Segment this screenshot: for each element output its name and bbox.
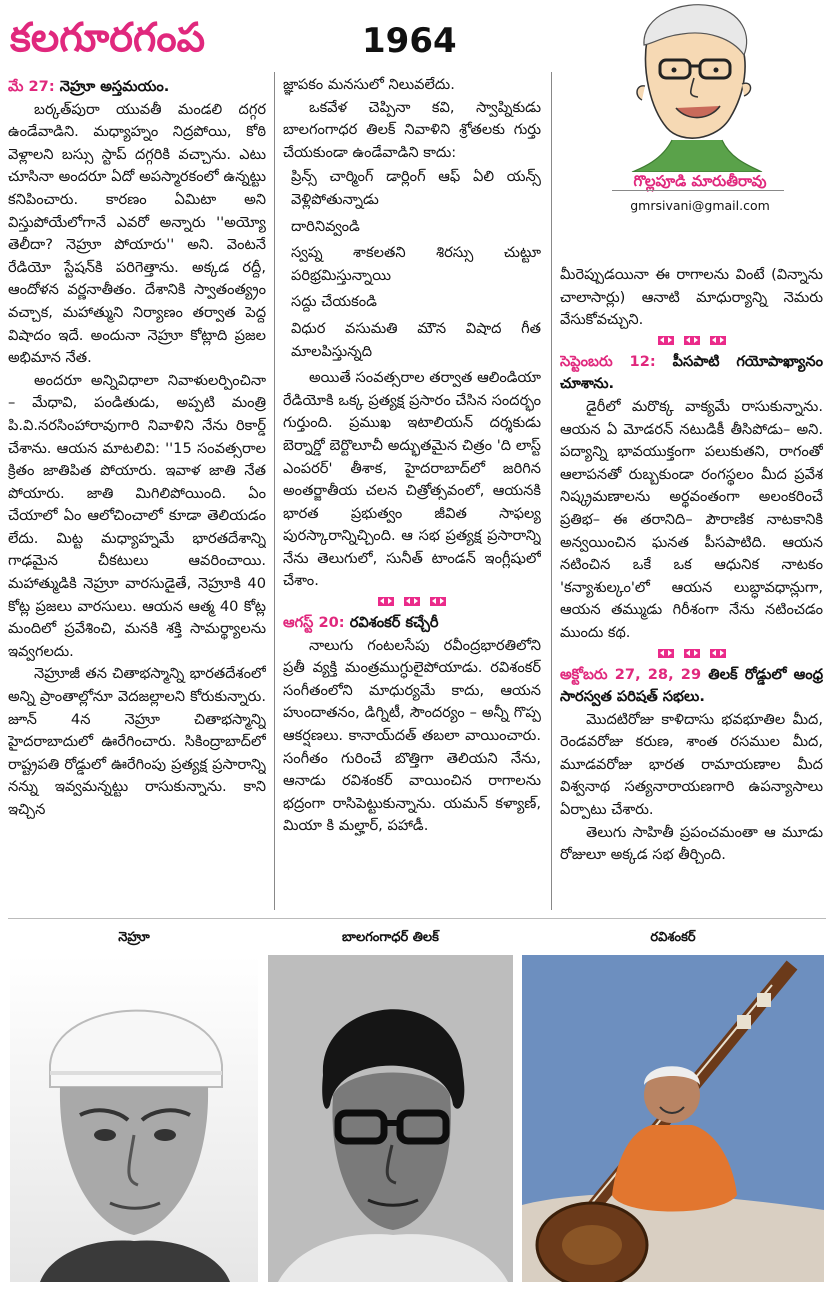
entry-heading-oct-27: అక్టోబరు 27, 28, 29 తిలక్ రోడ్డులో ఆంధ్ర సారస్వత పరిషత్ సభలు. <box>560 665 823 706</box>
entry-heading-may-27: మే 27: నెహ్రూ అస్తమయం. <box>8 78 170 95</box>
caption-nehru: నెహ్రూ <box>118 930 150 945</box>
nehru-portrait-icon <box>10 955 258 1282</box>
entry-date: అక్టోబరు 27, 28, 29 <box>560 665 702 683</box>
section-ornament <box>283 593 541 610</box>
paragraph: జ్ఞాపకం మనసులో నిలువలేదు. <box>283 76 455 93</box>
paragraph: బర్కత్‌పురా యువతీ మండలి దగ్గర ఉండేవాడిని. మధ్యాహ్నం నిద్రపోయి, కోఠి వెళ్లాలని బస్సు స్టాప్ దగ్గరికి వచ్చాను. ఎటు చూసినా అందరూ ఏదో అపస్మారకంలో ఉన్నట్టు కనిపించారు. కారణం ఏమిటా అని విస్తుపోయేలోగానే ఎవరో అన్నారు ''అయ్యో తెలీదా? నెహ్రూ పోయారు'' అని. వెంటనే రేడియో స్టేషన్‌కి పరిగెత్తాను. అక్కడ రద్దీ, ఆందోళన వర్ణనాతీతం. దేశానికి స్వాతంత్య్రం వచ్చాక, మహాత్ముని నిర్యాణం తర్వాత పెద్ద విషాదం ఇదే. అందునా నెహ్రూ కోట్లాది ప్రజల అభిమాన నేత. <box>8 100 266 367</box>
section-ornament <box>560 645 823 662</box>
paragraph: అయితే సంవత్సరాల తర్వాత ఆలిండియా రేడియోకి ఒక్క ప్రత్యక్ష ప్రసారం చేసిన సందర్భం గుర్తుంది. ప్రముఖ ఇటాలియన్ దర్శకుడు బెర్నార్డో బెర్టొలూచీ అద్భుతమైన చిత్రం 'ది లాస్ట్ ఎంపరర్' తీశాక, హైదరాబాద్‌లో జరిగిన అంతర్జాతీయ చలన చిత్రోత్సవంలో, ఆయనకి భారత ప్రభుత్వం జీవిత సాఫల్య పురస్కారాన్నిచ్చింది. ఆ సభ ప్రత్యక్ష ప్రసారాన్ని నేను తెలుగులో, సునీత్ టాండన్ ఇంగ్లీషులో చేశాం. <box>283 369 541 590</box>
poem-line: ప్రిన్స్ చార్మింగ్ డార్లింగ్ ఆఫ్ ఏలి యన్స్ వెళ్లిపోతున్నాడు <box>291 168 541 208</box>
entry-heading-aug-20: ఆగస్ట్ 20: రవిశంకర్ కచ్చేరీ <box>283 614 439 632</box>
entry-date: సెప్టెంబరు 12: <box>560 352 656 370</box>
entry-date: ఆగస్ట్ 20: <box>283 614 345 632</box>
poem-line: స్వప్న శాకలతని శిరస్సు చుట్టూ పరిభ్రమిస్తున్నాయి <box>291 244 541 284</box>
author-name: గొల్లపూడి మారుతీరావు <box>633 172 767 190</box>
paragraph: నాలుగు గంటలసేపు రవీంద్రభారతిలోని ప్రతీ వ్యక్తి మంత్రముగ్ధులైపోయాడు. రవిశంకర్ సంగీతంలోని మాధుర్యమే కాదు, ఆయన హుందాతనం, డిగ్నిటీ, సౌందర్యం – అన్నీ గొప్ప ఆకర్షణలు. కానాయ్‌దత్ తబలా వాయించారు. సంగీతం గురించే బొత్తిగా తెలియని నేను, ఆనాడు రవిశంకర్ వాయించిన రాగాలను భద్రంగా రాసిపెట్టుకున్నాను. యమన్ కళ్యాణ్, మియా కి మల్హార్, పహాడీ. <box>283 636 541 835</box>
article-column-1 <box>8 74 266 904</box>
paragraph: నెహ్రూజీ తన చితాభస్మాన్ని భారతదేశంలో అన్ని ప్రాంతాల్లోనూ వెదజల్లాలని కోరుకున్నారు. జూన్ 4న నెహ్రూ చితాభస్మాన్ని హైదరాబాదులో ఊరేగించారు. సికింద్రాబాద్‌లో రాష్ట్రపతి రోడ్డులో ఊరేగింపు ప్రత్యక్ష ప్రసారాన్ని నన్ను ఇవ్వమన్నట్టు రాసుకున్నాను. కాని ఇచ్చిన <box>8 665 266 818</box>
paragraph: అందరూ అన్నివిధాలా నివాళులర్పించినా – మేధావి, పండితుడు, అప్పటి మంత్రి పి.వి.నరసింహారావుగారి నివాళిని నేను రికార్డ్ చేశాను. ఆయన మాటలివి: ''15 సంవత్సరాల క్రితం జాతిపిత పోయారు. ఇవాళ జాతి నేత పోయారు. జాతి మిగిలిపోయింది. ఏం చేయాలో ఏం ఆలోచించాలో కూడా తెలియడం లేదు. మిట్ట మధ్యాహ్నమే భారతదేశాన్ని గాఢమైన చీకటులు ఆవరించాయి. మహాత్ముడికి నెహ్రూ వారసుడైతే, నెహ్రూకి 40 కోట్ల ప్రజలు వారసులు. ఆయన ఆత్మ 40 కోట్ల మందిలో ప్రవేశించి, మనకి శక్తి సామర్థ్యాలను ఇవ్వగలదు. <box>8 371 266 660</box>
poem-line: విధుర వసుమతి మౌన విషాద గీత మాలపిస్తున్నది <box>291 319 541 360</box>
entry-heading-sep-12: సెప్టెంబరు 12: పీసపాటి గయోపాఖ్యానం చూశాను. <box>560 352 823 393</box>
author-caricature-icon <box>612 0 780 172</box>
caption-ravishankar: రవిశంకర్ <box>650 930 696 945</box>
poem-line: దారినివ్వండి <box>291 217 360 235</box>
author-divider <box>612 190 784 191</box>
photo-ravishankar <box>522 955 824 1282</box>
paragraph: తెలుగు సాహితీ ప్రపంచమంతా ఆ మూడు రోజులూ అక్కడ సభ తీర్చింది. <box>560 823 823 864</box>
poem-line: సద్దు చేయకండి <box>291 293 377 311</box>
paragraph: మీరెప్పుడయినా ఈ రాగాలను వింటే (విన్నాను చాలాసార్లు) ఆనాటి మాధుర్యాన్ని నెమరు వేసుకోవచ్చుని. <box>560 266 823 329</box>
photo-tilak <box>268 955 513 1282</box>
caption-tilak: బాలగంగాధర్ తిలక్ <box>342 930 439 945</box>
entry-date: మే 27: <box>8 78 55 95</box>
article-column-2 <box>283 74 541 904</box>
paragraph: ఒకవేళ చెప్పినా కవి, స్వాప్నికుడు బాలగంగాధర తిలక్ నివాళిని శ్రోతలకు గుర్తు చేయకుండా ఉండేవాడిని కాదు: <box>283 98 541 161</box>
tilak-portrait-icon <box>268 955 513 1282</box>
column-divider <box>551 72 552 910</box>
author-email[interactable]: gmrsivani@gmail.com <box>630 198 770 213</box>
year-heading: 1964 <box>362 21 457 61</box>
paragraph: మొదటిరోజు కాళిదాసు భవభూతిల మీద, రెండవరోజు కరుణ, శాంత రసముల మీద, మూడవరోజు భారత రామాయణాల మీద విశ్వనాథ సత్యనారాయణగారి ఉపన్యాసాలు ఏర్పాటు చేశారు. <box>560 710 823 819</box>
section-ornament <box>560 332 823 349</box>
column-divider <box>274 72 275 910</box>
column-title: కలగూరగంప <box>10 15 206 61</box>
article-column-3 <box>560 264 823 914</box>
photo-section-divider <box>8 918 826 919</box>
paragraph: డైరీలో మరొక్క వాక్యమే రాసుకున్నాను. ఆయన ఏ మోడరన్ నటుడికీ తీసిపోడు– అని. పద్యాన్ని భావయుక్తంగా పలుకుతని, రాగంతో ఆలాపనతో రుబ్బకుండా రంగస్థలం మీద ప్రవేశ నిష్క్రమణాలను అర్థవంతంగా అలంకరించే ప్రతిభ– ఈ తరానిది– పౌరాణిక నాటకానికి అన్వయించిన ఘనత పీసపాటిది. ఆయన నటించిన ఒకే ఒక ఆధునిక నాటకం 'కన్యాశుల్కం'లో ఆయన లుబ్ధావధాన్లుగా, ఆయన తమ్ముడు గిరీశంగా నేను నటించడం ముందు కథ. <box>560 397 823 641</box>
ravishankar-sitar-icon <box>522 955 824 1282</box>
photo-nehru <box>10 955 258 1282</box>
